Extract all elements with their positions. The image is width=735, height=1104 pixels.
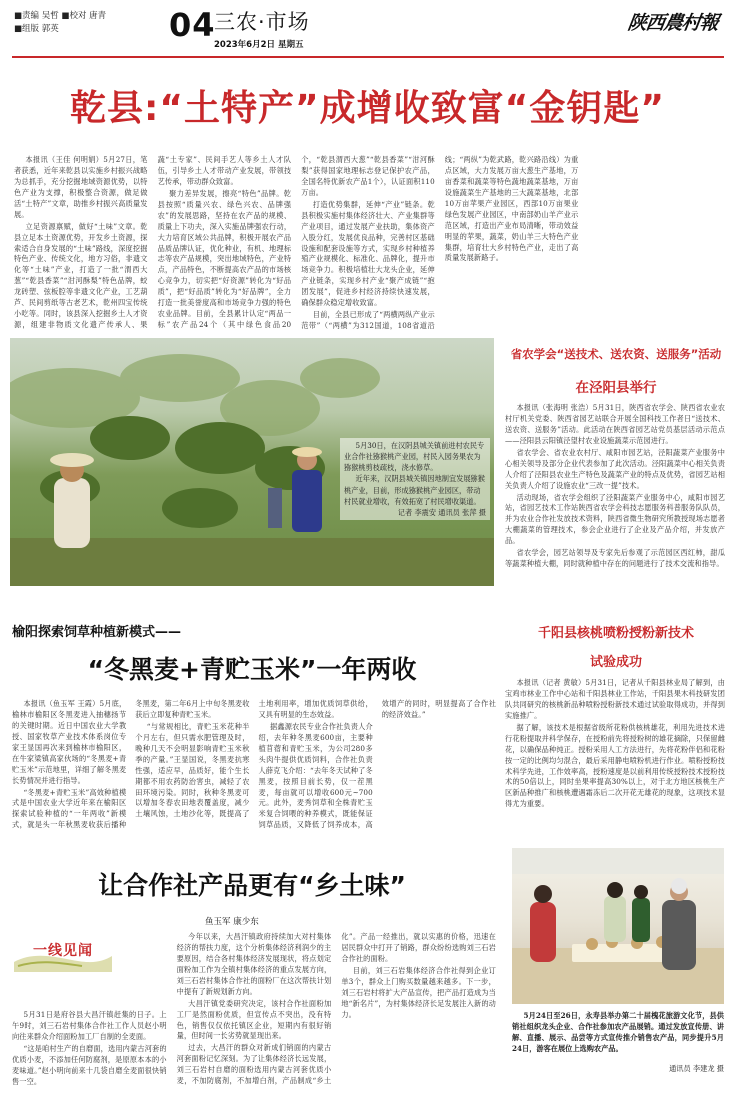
credits-line-1: ■责编 吴哲 ■校对 唐青 xyxy=(14,11,107,21)
coop-body xyxy=(12,932,496,1098)
science-paragraph: 活动现场，省农学会组织了泾阳蔬菜产业服务中心，咸阳市园艺站，省园艺技术工作站陕西省农学会科技志愿服务科普服务队队员，并为农业合作社发放技术资料，陕西省微生物研究所教授现场志愿者大棚蔬菜的管理技术，参会企业进行了企业及产品介绍，并发放产品。 xyxy=(505,492,725,546)
column-tag-spacer xyxy=(12,932,167,1010)
wheat-paragraph: “冬黑麦+青贮玉米”高效种植模式是中国农业大学近年来在榆阳区探索试验种植的“一年两收”新模式，就是头一年秋黑麦收获后播种冬黑麦，第二年6月上中旬冬黑麦收获后立即复种青贮玉米。 xyxy=(12,699,250,830)
section-title: 三农·市场 xyxy=(214,10,310,34)
coop-paragraph: 过去，大昌汗的群众对新成们销面的内蒙古河套面粉记忆深刻。为了让集体经济长远发展，刘三石岩村自磨的面粉选用内蒙古河套优质小麦，不加防腐剂，不加增白剂，产品制成“乡土化”。产品一经推出，就以实惠的价格，迅速在居民群众中打开了销路，群众纷纷选购刘三石岩合作社的面粉。 xyxy=(176,932,496,1086)
lead-headline: 乾县:“土特产”成增收致富“金钥匙” xyxy=(69,88,666,129)
caption-paragraph: 近年来，汉阴县城关镇因地制宜发展猕猴桃产业，目前，形成猕猴桃产业园区，带动村民就业增收，有效拓宽了村民增收渠道。 xyxy=(344,474,485,506)
science-paragraph: 省农学会、省农业农村厅、咸阳市园艺站，泾阳蔬菜产业服务中心相关领导及部分企业代表参加了此次活动。泾阳蔬菜中心相关负责人介绍了泾阳县农业生产特色及蔬菜产业的特点及优势，省园艺站相关负责人介绍了设施农业“三改一提”技术。 xyxy=(505,447,725,490)
wheat-body xyxy=(12,699,496,839)
science-headline-1: 省农学会“送技术、送农资、送服务”活动 xyxy=(510,347,722,361)
walnut-paragraph: 据了解，该技术是根据省级所花粉供核桃雄花，利用先进技术进行花粉提取并科学保存，在授粉前先将授粉树的雄花摘除，只保留雌花，以确保品种纯正。授粉采用人工方法进行，先将花粉伴侣和花粉按一定的比例均匀混合，最后采用静电喷粉机进行作业。喷粉授粉技术科学先进，工作效率高，授粉速度是以前利用传统授粉技术授粉技术的50倍以上，同时坐果率提高30%以上，对于北方地区核桃生产区新品种推广和核桃遭遇霜冻后二次开花无雄花的现象，这项技术显得尤为重要。 xyxy=(505,722,725,809)
lead-paragraph: 聚力差异发展，擦亮“特色”品牌。乾县按照“质量兴农、绿色兴农、品牌强农”的发展思路，坚持在农产品的规模、质量上下功夫，深入实施品牌强农行动，大力培育区域公共品牌，积极开展农产品品质品牌认证，优化种业，有机、地理标志等农产品规模，突出地域特色，产业特点，产品特色，不断提高农产品的市场核心竞争力，切实把“好资源”转化为“好品质”，把“好品质”转化为“好品牌”，全力打造一批美誉度高和市场竞争力强的特色农业品牌。目前，全县累计认定“两品一标”农产品24个（其中绿色食品20个，“乾县渭西大葱”“乾县香菜”“泔河酥梨”获得国家地理标志登记保护农产品，全国名特优新农产品1个），认证面积110万亩。 xyxy=(157,155,435,330)
wheat-paragraph: 本报讯（鱼玉军 王霞）5月底，榆林市榆阳区冬黑麦进入抽穗扬节的关键时期。近日中国农业大学教授、国家牧草产业技术体系岗位专家王显国再次来到榆林市榆阳区，在牛家梁镇高家伙场的“冬黑麦+青贮玉米”示范地里，详细了解冬黑麦长势情况并进行指导。 xyxy=(12,699,127,785)
coop-paragraph: 5月31日是府谷县大昌汗镇赶集的日子。上午9时，刘三石岩村集体合作社工作人员赵小明向往来群众介绍面粉加工厂自制的全麦面。 xyxy=(12,1010,167,1041)
lead-paragraph: 本报讯（王佳 何明娟）5月27日，笔者获悉，近年来乾县以实施乡村振兴战略为总抓手，充分挖掘地域资源优势，以特色产业为支撑，积极整合资源，做足做活“土特产”文章，助推乡村振兴高质量发展。 xyxy=(14,155,148,219)
lead-body xyxy=(14,155,722,333)
coop-headline: 让合作社产品更有“乡土味” xyxy=(98,871,406,900)
masthead-rule xyxy=(12,56,724,58)
caption-paragraph: 5月30日，在汉阴县城关镇前进村农民专业合作社猕猴桃产业园，村民入园务果农为猕猴桃剪枝疏枝，浇水修草。 xyxy=(344,441,485,473)
column-tag-label: 一线见闻 xyxy=(33,943,93,959)
issue-date: 2023年6月2日 星期五 xyxy=(214,40,304,50)
lead-paragraph: 打造优势集群，延伸“产业”链条。乾县积极实施村集体经济壮大、产业集群等产业项目，通过发展产业扶助，集体资产入股分红，发展优良品种，完善村区基础设施和配套设施等方式，实现乡村种植养殖产业规模化、标准化、品牌化，提升市场竞争力。积极培植壮大龙头企业，延伸产业链条，实现乡村产业“聚产成链”“抱团发展”，促进乡村经济持续快速发展，确保群众稳定增收致富。 xyxy=(301,199,435,308)
walnut-headline-1: 千阳县核桃喷粉授粉新技术 xyxy=(537,626,694,641)
science-paragraph: 本报讯（张海明 张浩）5月31日，陕西省农学会、陕西省农业农村厅机关党委、陕西省园艺站联合开展全国科技工作者日“送技术、送农资、送服务”活动。此活动在陕西省园艺站党员基层活动示范点——泾阳县云阳镇泾望村农业设施蔬菜示范园进行。 xyxy=(505,403,725,445)
wheat-paragraph: “与常规相比，青贮玉米花种半个月左右，但只需水肥管理及时，晚种几天不会明显影响青贮玉米秋季的产量。”王显国说，冬黑麦抗寒性强，适应早，品质好，能个生长期都不用农药防治害虫，减轻了农田环境污染。同时，秋种冬黑麦可以增加冬春农田地表覆盖度，减少土壤风蚀，土地沙化等，既提高了土地利用率，增加优质饲草供给，又具有明显的生态效益。 xyxy=(135,699,373,819)
festival-photo-art xyxy=(512,848,724,1004)
festival-photo-credit: 通讯员 李建龙 摄 xyxy=(669,1064,724,1073)
orchard-photo-caption xyxy=(340,438,490,520)
science-body xyxy=(505,403,725,603)
coop-paragraph: 大昌汗镇党委研究决定，该村合作社面粉加工厂是然面粉优质，但宣传点不突出，没有特色，销售仅仅依托镇区企业，短期内有很好销量，但时间一长劣势就显现出来。 xyxy=(176,998,332,1041)
credits xyxy=(14,10,106,36)
festival-photo-caption: 5月24日至26日，永寿县举办第二十届槐花旅游文化节，县供销社组织龙头企业、合作社参加农产品展销。通过发放宣传册、讲解、直播、展示、品尝等方式宣传推介销售农产品，同步提升5月24日，游客在展位上选购农产品。 xyxy=(512,1011,724,1054)
science-headline-2: 在泾阳县举行 xyxy=(575,380,657,396)
lead-paragraph: 目前，全县已形成了“两横两纵产业示范带”（“两横”为312国道，108省道沿线；“两纵”为乾武路，乾兴路沿线）为重点区域，大力发展万亩大葱生产基地，万亩香菜和蔬菜等特色蔬地蔬菜基地，万亩设施蔬菜生产基地的三大蔬菜基地，北部10万亩苹果产业园区，西部10万亩果业绿色发展产业园区，中南部奶山羊产业示范区域，打造出产业布局清晰，带动效益明显的苹果，蔬菜，奶山羊三大特色产业集群，培育壮大乡村特色产业，走出了高质量发展新路子。 xyxy=(301,155,579,331)
credits-line-2: ■组版 郭英 xyxy=(14,23,59,34)
coop-paragraph: 目前，刘三石岩集体经济合作社得到企业订单3个，群众上门购买数量越来越多。下一步，刘三石岩村将扩大产品宣传，把产品打造成为当地“新名片”，为村集体经济长足发展注入新的动力。 xyxy=(341,965,496,1019)
coop-paragraph: “这是咱村生产的自磨面，选用内蒙古河套的优质小麦，不添加任何防腐剂，是原原本本的小麦味道。”赵小明向前来十几袋自磨全麦面很快销售一空。 xyxy=(12,1043,167,1086)
festival-photo xyxy=(512,848,724,1004)
walnut-headline-2: 试验成功 xyxy=(589,655,642,670)
wheat-paragraph: 据鑫源农民专业合作社负责人介绍，去年种冬黑麦600亩，主要种植苜蓿和青贮玉米，为公司280多头肉牛提供优质饲料，合作社负责人薛克飞介绍：“去年冬天试种了冬黑麦，按照目前长势，仅一茬黑麦，每亩就可以增收600元~700元。此外，麦秀饲草和全株青贮玉米复合饲喂的种养模式，既能保证饲草品质，又降低了饲养成本，高效增产的同时，明显提高了合作社的经济效益。” xyxy=(258,699,496,830)
science-paragraph: 省农学会，园艺站领导及专家先后参观了示范园区西红柿，甜瓜等蔬菜种植大棚，同时就种植中存在的问题进行了技术交流和指导。 xyxy=(505,548,725,569)
page-number: 04 xyxy=(169,6,216,44)
wheat-kicker: 榆阳探索饲草种植新模式—— xyxy=(12,625,182,640)
caption-credit: 记者 李震安 通讯员 张萍 摄 xyxy=(397,507,486,517)
walnut-paragraph: 本报讯（记者 黄敏）5月31日，记者从千阳县林业局了解到，由宝鸡市林业工作中心站和千阳县林业工作站，千阳县果木科技研发团队共同研究的核桃新品种喷粉授粉新技术通过试验取得成功，并得到实施推广。 xyxy=(505,678,725,720)
lead-paragraph: 立足资源禀赋，做好“土味”文章。乾县立足本土资源优势，开发乡土资源，探索适合自身发展的“土味”路线，深度挖掘特色产业、传统文化，地方习俗，非遗文化等“土味”产业，打造了一批“渭西大葱”“乾县香菜”“泔河酥梨”特色品牌，蛟龙砖塑、弦板腔等非遗文化产业，工艺葫芦、民间剪纸等古老艺术，乾州四宝传统小吃等。同时，该县深入挖掘乡土人才资源，组建非物质文化遗产传承人、果蔬“土专家”、民间手艺人等乡土人才队伍，引导乡土人才带动产业发展，带领技艺传承，带动群众致富。 xyxy=(14,155,292,330)
wheat-headline: “冬黑麦+青贮玉米”一年两收 xyxy=(87,655,417,684)
coop-paragraph: 今年以来，大昌汗镇政府持续加大对村集体经济的帮扶力度，这个分析集体经济利润少的主要原因，结合各村集体经济发展现状，将点划定面粉加工作为全镇村集体经济的重点发展方向，刘三石岩村集体合作社的面粉厂在这次帮扶计划中提有了新规划新方向。 xyxy=(176,932,332,996)
walnut-body xyxy=(505,678,725,840)
paper-logo: 陕西農村報 xyxy=(626,12,720,34)
coop-authors: 鱼玉军 康少东 xyxy=(205,917,259,927)
